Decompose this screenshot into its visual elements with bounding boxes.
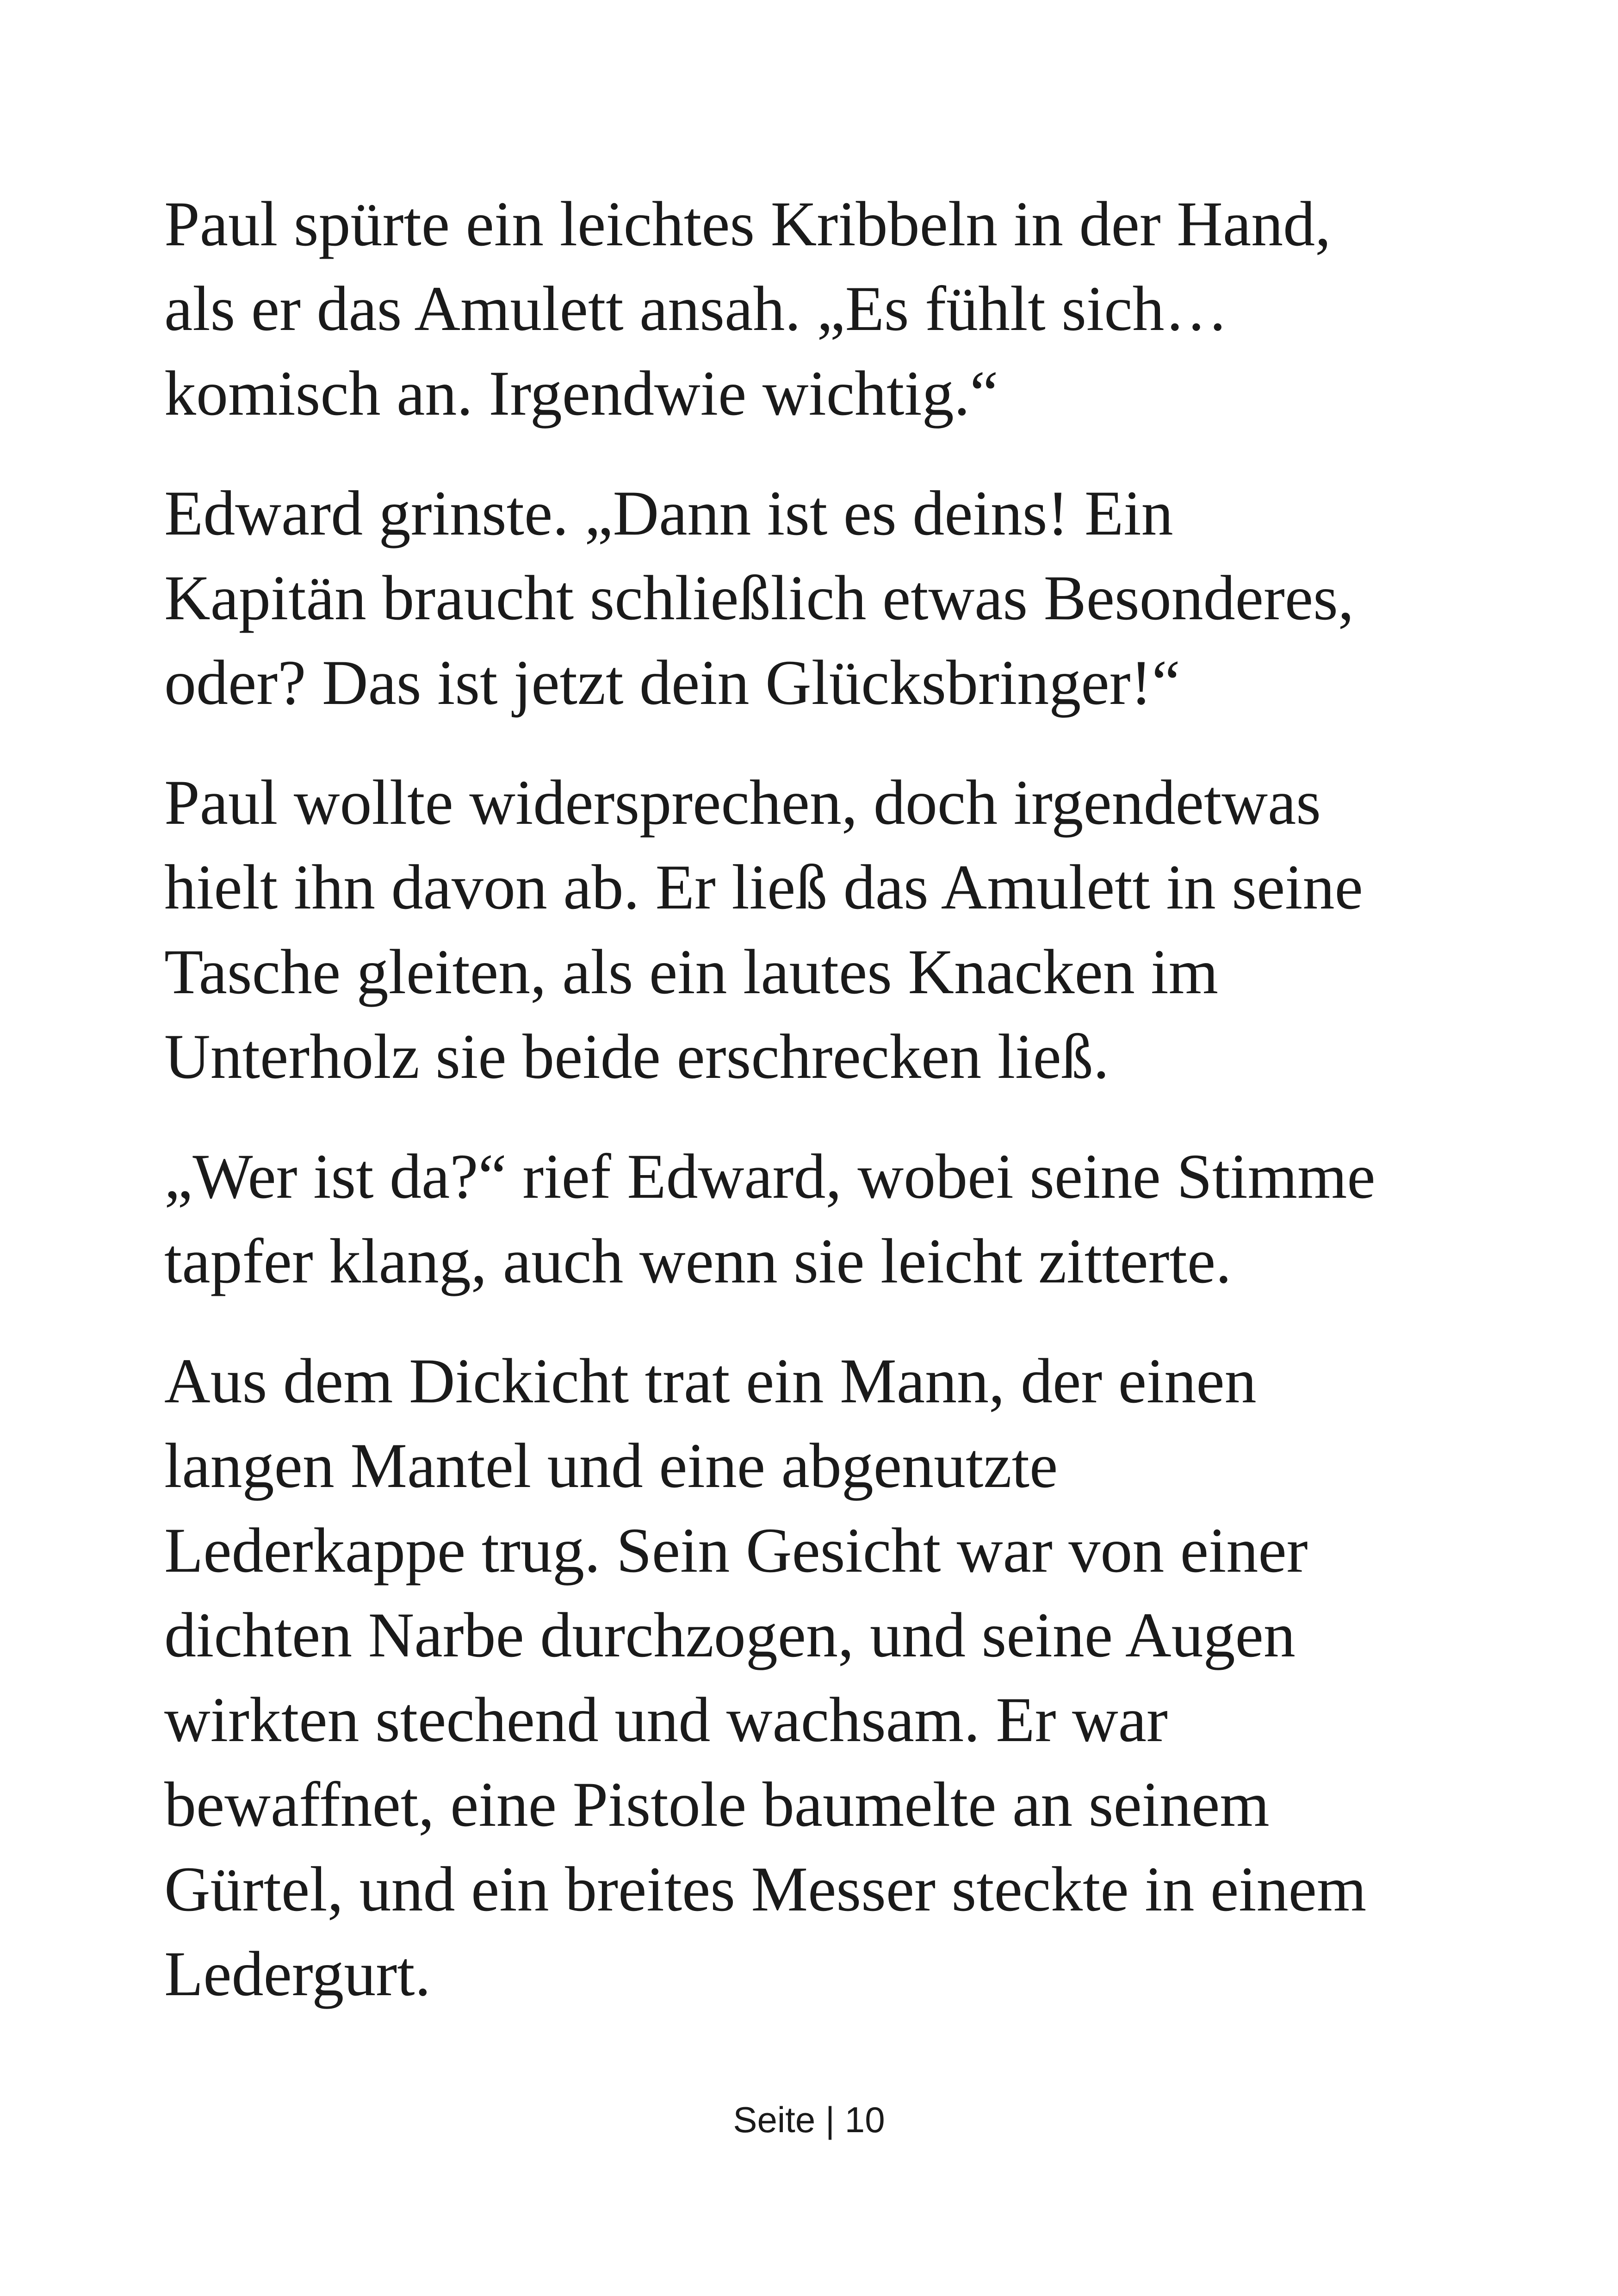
text-line: hielt ihn davon ab. Er ließ das Amulett in seine bbox=[164, 852, 1363, 922]
text-line: Aus dem Dickicht trat ein Mann, der einen bbox=[164, 1345, 1257, 1416]
page-footer bbox=[0, 2097, 1618, 2143]
text-line: oder? Das ist jetzt dein Glücksbringer!“ bbox=[164, 647, 1180, 718]
text-line: Kapitän braucht schließlich etwas Besonderes, bbox=[164, 562, 1354, 633]
text-line: Paul wollte widersprechen, doch irgendetwas bbox=[164, 767, 1321, 838]
paragraph-5 bbox=[164, 1338, 1469, 2016]
paragraph-1 bbox=[164, 181, 1469, 436]
text-line: wirkten stechend und wachsam. Er war bbox=[164, 1684, 1168, 1755]
text-line: Unterholz sie beide erschrecken ließ. bbox=[164, 1021, 1110, 1092]
paragraph-2 bbox=[164, 471, 1469, 725]
text-line: „Wer ist da?“ rief Edward, wobei seine Stimme bbox=[164, 1141, 1376, 1212]
text-line: tapfer klang, auch wenn sie leicht zitterte. bbox=[164, 1226, 1232, 1296]
text-line: Edward grinste. „Dann ist es deins! Ein bbox=[164, 478, 1173, 548]
page-body bbox=[164, 181, 1469, 2051]
page-number: Seite | 10 bbox=[733, 2099, 885, 2140]
paragraph-4 bbox=[164, 1134, 1469, 1303]
text-line: als er das Amulett ansah. „Es fühlt sich… bbox=[164, 273, 1228, 344]
text-line: Paul spürte ein leichtes Kribbeln in der Hand, bbox=[164, 188, 1331, 259]
text-line: Lederkappe trug. Sein Gesicht war von einer bbox=[164, 1515, 1308, 1586]
paragraph-3 bbox=[164, 760, 1469, 1099]
text-line: langen Mantel und eine abgenutzte bbox=[164, 1430, 1058, 1501]
text-line: komisch an. Irgendwie wichtig.“ bbox=[164, 358, 998, 429]
text-line: bewaffnet, eine Pistole baumelte an seinem bbox=[164, 1769, 1270, 1840]
text-line: Ledergurt. bbox=[164, 1938, 431, 2009]
text-line: Gürtel, und ein breites Messer steckte in einem bbox=[164, 1854, 1367, 1924]
text-line: Tasche gleiten, als ein lautes Knacken im bbox=[164, 936, 1219, 1007]
text-line: dichten Narbe durchzogen, und seine Augen bbox=[164, 1599, 1296, 1670]
